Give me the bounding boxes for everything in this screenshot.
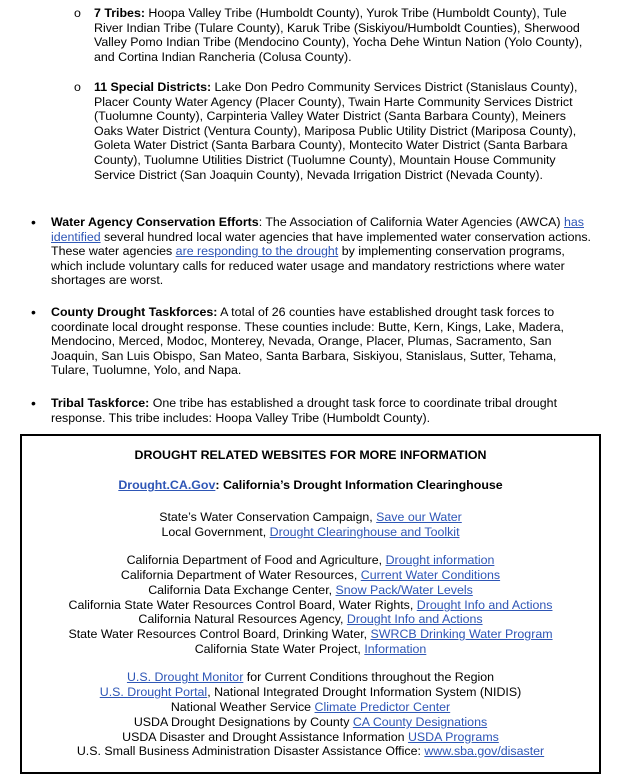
website-line-text: California Department of Food and Agriculture, [126,553,386,567]
website-link[interactable]: Drought information [385,553,495,567]
item-text: Lake Don Pedro Community Services District (Stanislaus County), Placer County Water Agency (Placer County), Twain Harte Community Services District (Tuolumne County), Carpinteria Valley Water District (Santa Barbara County), Meiners Oaks Water District (Ventura County), Mariposa Public Utility District (Mariposa County), Goleta Water District (Santa Barbara County), Montecito Water District (Santa Barbara County), Tuolumne Utilities District (Tuolumne County), Mountain House Community Service District (San Joaquin County), Nevada Irrigation District (Nevada County). [94,80,578,182]
website-line-text: USDA Disaster and Drought Assistance Information [122,730,408,744]
website-link[interactable]: Drought Info and Actions [416,598,553,612]
responding-to-drought-link[interactable]: are responding to the drought [175,244,339,259]
item-heading: 7 Tribes: [94,6,145,20]
website-link[interactable]: Drought Clearinghouse and Toolkit [269,525,460,539]
website-link[interactable]: www.sba.gov/disaster [424,744,545,758]
website-line-text: for Current Conditions throughout the Region [243,670,495,684]
website-line-text: , National Integrated Drought Information System (NIDIS) [207,685,522,699]
website-line-text: State Water Resources Control Board, Drinking Water, [68,627,371,641]
item-heading: County Drought Taskforces: [51,305,218,319]
item-heading: 11 Special Districts: [94,80,212,94]
website-line-text: California Department of Water Resources, [120,568,361,582]
website-line-text: National Weather Service [170,700,315,714]
website-line [22,730,599,745]
item-text: several hundred local water agencies that have implemented water conservation actions. These water agencies [51,229,592,259]
drought-ca-gov-link[interactable]: Drought.CA.Gov [118,478,216,492]
website-line-text: U.S. Small Business Administration Disaster Assistance Office: [76,744,425,758]
website-link[interactable]: Current Water Conditions [360,568,501,582]
bullet-marker: o [74,80,81,94]
website-link[interactable]: SWRCB Drinking Water Program [370,627,553,641]
website-link[interactable]: Information [364,642,427,656]
website-line [22,670,599,685]
item-text: A total of 26 counties have established drought task forces to coordinate local drought response. These counties include: Butte, Kern, Kings, Lake, Madera, Mendocino, Merced, Modoc, Monterey, Nevada, Orange, Placer, Plumas, Sacramento, San Joaquin, San Luis Obispo, San Mateo, Santa Barbara, Siskiyou, Stanislaus, Sutter, Tehama, Tulare, Tuolumne, Yolo, and Napa. [51,305,564,378]
website-line-text: California State Water Resources Control Board, Water Rights, [68,598,417,612]
bullet-marker: • [31,214,36,230]
website-line [22,685,599,700]
website-line-text: California Natural Resources Agency, [138,612,347,626]
website-link[interactable]: Climate Predictor Center [314,700,451,714]
websites-box [20,434,601,774]
clearinghouse-text: : California’s Drought Information Clearinghouse [215,478,503,492]
website-line-text: State’s Water Conservation Campaign, [159,510,377,524]
bullet-marker: • [31,304,36,320]
tribes-paragraph [94,6,594,64]
website-line-text: USDA Drought Designations by County [133,715,353,729]
website-line-text: California State Water Project, [194,642,365,656]
website-line [22,525,599,540]
item-text: by implementing conservation programs, which include voluntary calls for reduced water usage and mandatory restrictions where water shortages are worst. [51,244,565,288]
website-line [22,627,599,642]
website-line [22,700,599,715]
county-paragraph [51,305,596,378]
website-line-text: California Data Exchange Center, [148,583,336,597]
website-link[interactable]: Snow Pack/Water Levels [335,583,473,597]
website-link[interactable]: Save our Water [376,510,462,524]
website-link[interactable]: Drought Info and Actions [346,612,483,626]
water-agency-paragraph [51,215,596,288]
item-heading: Tribal Taskforce: [51,396,150,410]
website-line [22,744,599,759]
website-line [22,612,599,627]
item-heading: Water Agency Conservation Efforts [51,215,259,229]
website-link[interactable]: USDA Programs [407,730,499,744]
item-text: One tribe has established a drought task force to coordinate tribal drought response. This tribe includes: Hoopa Valley Tribe (Humboldt County). [51,396,558,425]
website-line [22,568,599,583]
website-line [22,598,599,613]
website-link[interactable]: U.S. Drought Monitor [126,670,244,684]
website-line [22,510,599,525]
website-link[interactable]: CA County Designations [352,715,488,729]
item-text: Hoopa Valley Tribe (Humboldt County), Yurok Tribe (Humboldt County), Tule River Indian Tribe (Tulare County), Karuk Tribe (Siskiyou/Humboldt Counties), Sherwood Valley Pomo Indian Tribe (Mendocino County), Yocha Dehe Wintun Nation (Yolo County), and Cortina Indian Rancheria (Colusa County). [94,6,583,64]
website-link[interactable]: U.S. Drought Portal [99,685,208,699]
tribal-paragraph [51,396,596,425]
website-line [22,553,599,568]
box-title: DROUGHT RELATED WEBSITES FOR MORE INFORMATION [134,448,487,462]
clearinghouse-line [22,478,599,493]
item-text: : The Association of California Water Agencies (AWCA) [258,215,565,229]
bullet-marker: • [31,395,36,411]
website-line-text: Local Government, [161,525,270,539]
bullet-marker: o [74,6,81,20]
has-identified-link[interactable]: has identified [51,215,584,244]
website-line [22,583,599,598]
website-line [22,642,599,657]
districts-paragraph [94,80,594,182]
website-line [22,715,599,730]
